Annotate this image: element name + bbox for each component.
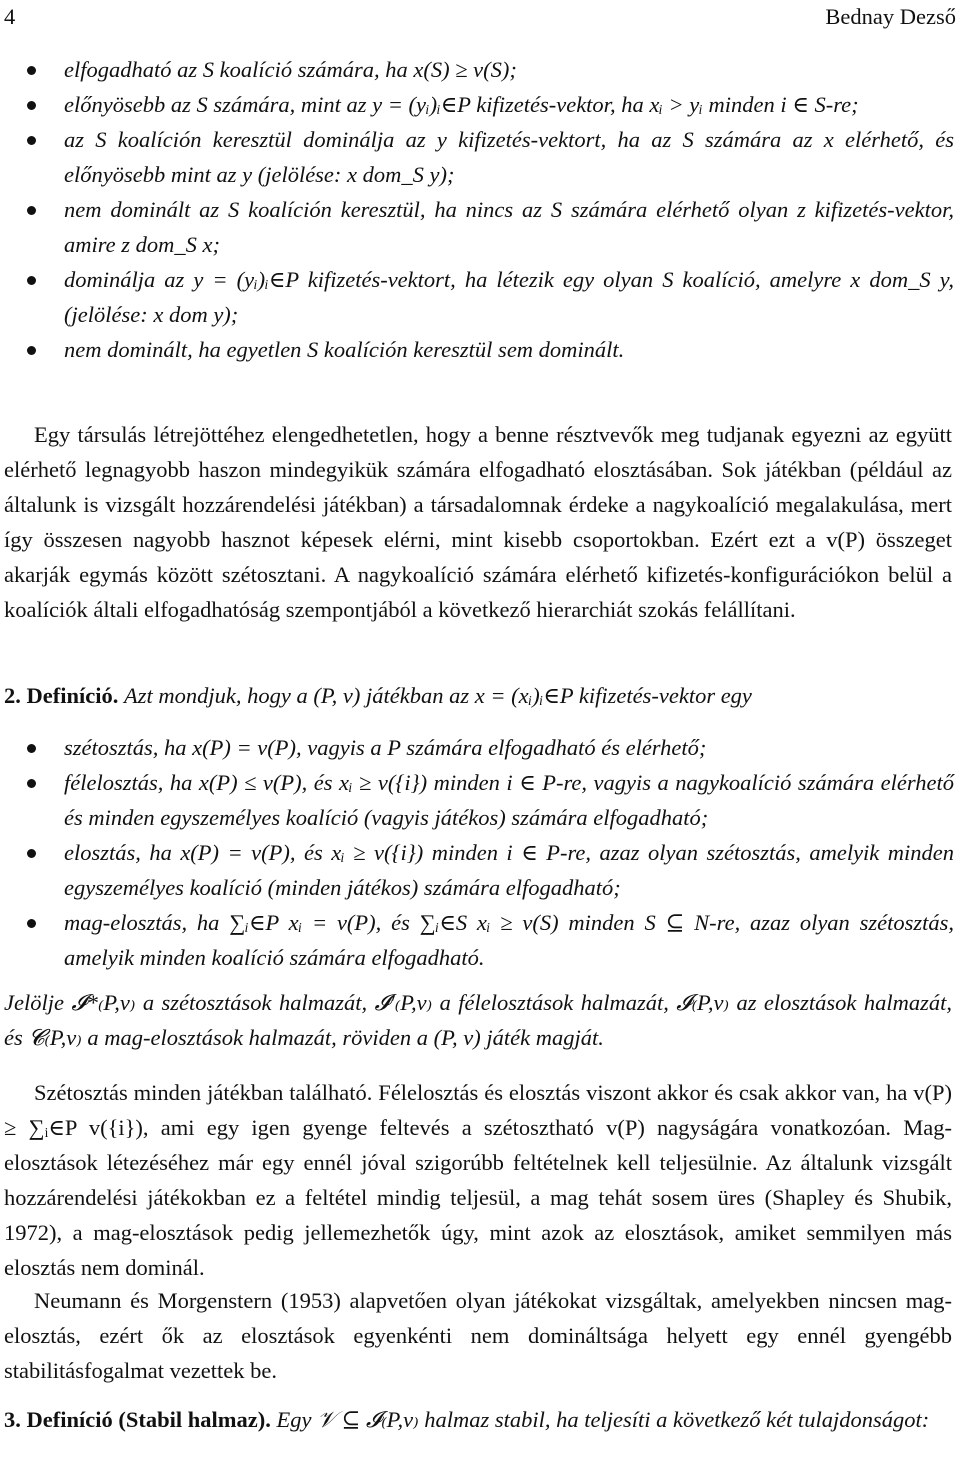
definition-2-list — [0, 730, 960, 975]
paragraph-existence: Szétosztás minden játékban található. Félelosztás és elosztás viszont akkor és csak akkor van, ha v(P) ≥ ∑ᵢ∈P v({i}), ami egy igen gyenge feltevés a szétosztható v(P) nagyságára vonatkozóan. Mag-elosztások létezéséhez már egy ennél jóval szigorúbb feltételnek kell teljesülnie. Az általunk vizsgált hozzárendelési játékokban ez a feltétel mindig teljesül, a mag tehát sosem üres (Shapley és Shubik, 1972), a mag-elosztások pedig jellemezhetők úgy, mint azok az elosztások, amiket semmilyen más elosztás nem dominál. — [4, 1080, 952, 1280]
definition-3 — [4, 1402, 952, 1437]
notation-paragraph: Jelölje 𝓘*₍P,v₎ a szétosztások halmazát, 𝓘′₍P,v₎ a félelosztások halmazát, 𝓘₍P,v₎ az elosztások halmazát, és 𝓒₍P,v₎ a mag-elosztások halmazát, röviden a (P, v) játék magját. — [4, 990, 952, 1050]
bullet-icon — [27, 849, 36, 858]
list-item: félelosztás, ha x(P) ≤ v(P), és xᵢ ≥ v({i}) minden i ∈ P-re, vagyis a nagykoalíció számára elérhető és minden egyszemélyes koalíció (vagyis játékos) számára elfogadható; — [0, 765, 960, 835]
bullet-icon — [27, 276, 36, 285]
list-item: elosztás, ha x(P) = v(P), és xᵢ ≥ v({i}) minden i ∈ P-re, azaz olyan szétosztás, amelyik minden egyszemélyes koalíció (minden játékos) számára elfogadható; — [0, 835, 960, 905]
bullet-icon — [27, 779, 36, 788]
definition-1-list — [0, 52, 960, 367]
list-item: elfogadható az S koalíció számára, ha x(S) ≥ v(S); — [0, 52, 960, 87]
page-header — [4, 4, 956, 32]
definition-3-label: 3. Definíció (Stabil halmaz). — [4, 1407, 271, 1432]
running-author: Bednay Dezső — [825, 4, 956, 29]
paragraph-neumann: Neumann és Morgenstern (1953) alapvetően olyan játékokat vizsgáltak, amelyekben nincsen mag-elosztás, ezért ők az elosztások egyenkénti nem domináltsága helyett egy ennél gyengébb stabilitásfogalmat vezettek be. — [4, 1288, 952, 1383]
list-item: előnyösebb az S számára, mint az y = (yᵢ)ᵢ∈P kifizetés-vektor, ha xᵢ > yᵢ minden i ∈ S-re; — [0, 87, 960, 122]
bullet-icon — [27, 744, 36, 753]
bullet-icon — [27, 206, 36, 215]
definition-2-text: Azt mondjuk, hogy a (P, v) játékban az x = (xᵢ)ᵢ∈P kifizetés-vektor egy — [123, 683, 752, 708]
list-item: nem dominált az S koalíción keresztül, ha nincs az S számára elérhető olyan z kifizetés-vektor, amire z dom_S x; — [0, 192, 960, 262]
list-item: az S koalíción keresztül dominálja az y kifizetés-vektort, ha az S számára az x elérhető, és előnyösebb mint az y (jelölése: x dom_S y); — [0, 122, 960, 192]
definition-2-label: 2. Definíció. — [4, 683, 119, 708]
page-number: 4 — [4, 4, 16, 29]
list-item: szétosztás, ha x(P) = v(P), vagyis a P számára elfogadható és elérhető; — [0, 730, 960, 765]
definition-2 — [4, 678, 952, 713]
list-item: nem dominált, ha egyetlen S koalíción keresztül sem dominált. — [0, 332, 960, 367]
list-item: mag-elosztás, ha ∑ᵢ∈P xᵢ = v(P), és ∑ᵢ∈S xᵢ ≥ v(S) minden S ⊆ N-re, azaz olyan szétosztás, amelyik minden koalíció számára elfogadható. — [0, 905, 960, 975]
bullet-icon — [27, 101, 36, 110]
bullet-icon — [27, 346, 36, 355]
bullet-icon — [27, 919, 36, 928]
bullet-icon — [27, 136, 36, 145]
bullet-icon — [27, 66, 36, 75]
list-item: dominálja az y = (yᵢ)ᵢ∈P kifizetés-vektort, ha létezik egy olyan S koalíció, amelyre x dom_S y, (jelölése: x dom y); — [0, 262, 960, 332]
definition-3-text: Egy 𝒱 ⊆ 𝓘₍P,v₎ halmaz stabil, ha teljesíti a következő két tulajdonságot: — [276, 1407, 930, 1432]
paragraph-intro: Egy társulás létrejöttéhez elengedhetetlen, hogy a benne résztvevők meg tudjanak egyezni az együtt elérhető legnagyobb haszon mindegyikük számára elfogadható elosztásában. Sok játékban (például az általunk is vizsgált hozzárendelési játékban) a társadalomnak érdeke a nagykoalíció megalakulása, mert így összesen nagyobb hasznot képesek elérni, mint kisebb csoportokban. Ezért ezt a v(P) összeget akarják egymás között szétosztani. A nagykoalíció számára elérhető kifizetés-konfigurációkon belül a koalíciók általi elfogadhatóság szempontjából a következő hierarchiát szokás felállítani. — [4, 422, 952, 622]
